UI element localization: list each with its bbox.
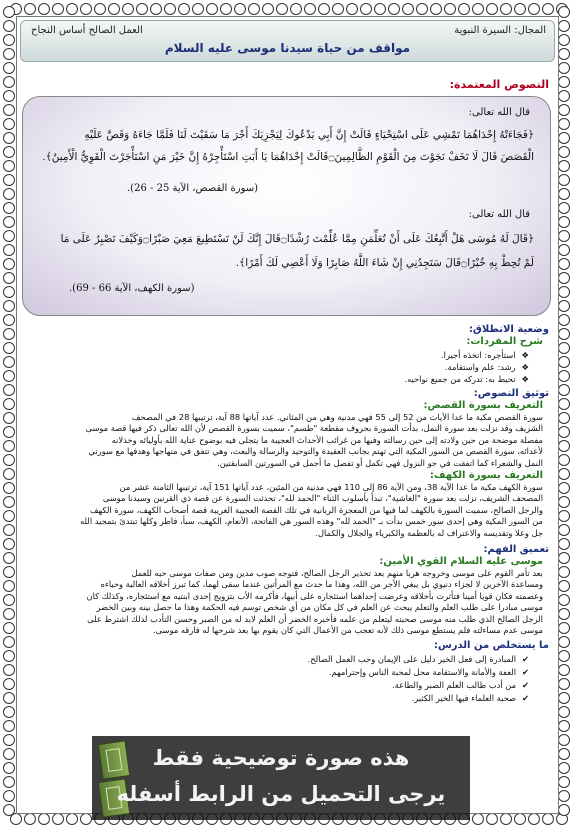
ring-ornament-icon xyxy=(558,272,570,284)
ring-ornament-icon xyxy=(38,813,50,825)
ring-ornament-icon xyxy=(558,622,570,634)
deepen-heading: تعميق الفهم: xyxy=(483,544,549,555)
ring-ornament-icon xyxy=(558,6,570,18)
ring-ornament-icon xyxy=(346,3,358,15)
ring-ornament-icon xyxy=(558,286,570,298)
quran-verses-box xyxy=(22,96,551,316)
ring-ornament-icon xyxy=(3,216,15,228)
ring-ornament-icon xyxy=(3,510,15,522)
ring-ornament-icon xyxy=(3,496,15,508)
watermark-line-1: هذه صورة توضيحية فقط xyxy=(152,746,410,770)
ring-ornament-icon xyxy=(3,552,15,564)
check-bullet-icon: ✔ xyxy=(522,693,529,703)
lesson-item: ✔من أدب طالب العلم الصبر والطاعة. xyxy=(392,680,529,690)
ring-ornament-icon xyxy=(558,664,570,676)
ring-ornament-icon xyxy=(430,3,442,15)
ring-ornament-icon xyxy=(3,104,15,116)
ring-ornament-icon xyxy=(3,384,15,396)
ring-ornament-icon xyxy=(52,813,64,825)
field-label: المجال: السيرة النبوية xyxy=(454,25,546,36)
ring-ornament-icon xyxy=(3,132,15,144)
ring-ornament-icon xyxy=(3,748,15,760)
ring-ornament-icon xyxy=(24,3,36,15)
lesson-item: ✔صحبة العلماء فيها الخير الكثير. xyxy=(411,693,529,703)
ring-ornament-icon xyxy=(558,230,570,242)
ring-ornament-icon xyxy=(3,608,15,620)
ring-ornament-icon xyxy=(3,398,15,410)
ring-ornament-icon xyxy=(514,3,526,15)
ring-ornament-icon xyxy=(558,34,570,46)
ring-ornament-icon xyxy=(558,370,570,382)
ring-ornament-icon xyxy=(388,3,400,15)
ring-ornament-icon xyxy=(3,790,15,802)
ring-ornament-icon xyxy=(558,90,570,102)
ring-ornament-icon xyxy=(3,776,15,788)
left-ring-border xyxy=(2,6,16,822)
ring-ornament-icon xyxy=(558,496,570,508)
check-bullet-icon: ✔ xyxy=(522,680,529,690)
ring-ornament-icon xyxy=(3,650,15,662)
ring-ornament-icon xyxy=(558,482,570,494)
ring-ornament-icon xyxy=(3,314,15,326)
ring-ornament-icon xyxy=(558,104,570,116)
ring-ornament-icon xyxy=(3,76,15,88)
kahf-paragraph: سورة الكهف مكية ما عدا الآية 38، ومن الآية 86 إلى 110 فهي مدنية من المئين، عدد آياتها 151 آية، ترتيبها الثامنة عشر من المصحف الشريف، نزلت بعد سورة "الغاشية"، تبدأ بأسلوب الثناء "الحمد لله"، تحدثت السورة عن قصة ذي القرنين وسيدنا موسى والرجل الصالح، سميت السورة بالكهف لما فيها من المعجزة الربانية في تلك القصة العجيبة الغريبة قصة أصحاب الكهف، سورة الكهف من السور المكية وهي إحدى سور خمس بدأت بـ "الحمد لله" وهذه السور هي الفاتحة، الأنعام، الكهف، سبأ، فاطر وكلها تبتدئ بتمجيد الله جل وعلا وتقديسه والاعتراف له بالعظمة والكبرياء والجلال والكمال. xyxy=(80,482,543,538)
ring-ornament-icon xyxy=(558,678,570,690)
ring-ornament-icon xyxy=(220,3,232,15)
ring-ornament-icon xyxy=(528,3,540,15)
ring-ornament-icon xyxy=(38,3,50,15)
lesson-header xyxy=(20,20,555,62)
diamond-bullet-icon: ❖ xyxy=(521,362,529,372)
ring-ornament-icon xyxy=(558,328,570,340)
ring-ornament-icon xyxy=(558,776,570,788)
ring-ornament-icon xyxy=(558,412,570,424)
ring-ornament-icon xyxy=(3,356,15,368)
ring-ornament-icon xyxy=(558,692,570,704)
ring-ornament-icon xyxy=(66,813,78,825)
ring-ornament-icon xyxy=(3,594,15,606)
ring-ornament-icon xyxy=(304,3,316,15)
ring-ornament-icon xyxy=(332,3,344,15)
vocab-item: ❖استأجره: اتخذه أجيرا. xyxy=(441,350,529,360)
ring-ornament-icon xyxy=(3,342,15,354)
diamond-bullet-icon: ❖ xyxy=(521,374,529,384)
qasas-paragraph: سورة القصص مكية ما عدا الآيات من 52 إلى 55 فهي مدنية وهي من المثاني. عدد آياتها 88 آية، ترتيبها 28 في المصحف الشريف وقد نزلت بعد سورة النمل، بدأت السورة بحروف مقطعة "طسم"، سميت بسورة القصص لأن الله تعالى ذكر فيها قصة موسى مفصلة موضحة من حين ولادته إلى حين رسالته وفيها من غرائب الأحداث العجيبة ما يتجلى فيه بوضوح عناية الله بأوليائه وخذلانه لأعدائه، سورة القصص من السور المكية التي تهتم بجانب العقيدة والتوحيد والرسالة والبعث، وهي تتفق في منهاجها وهدفها مع سورتي النمل والشعراء كما اتفقت في جو النزول فهي تكمل أو تفصل ما أجمل في السورتين السابقتين. xyxy=(85,412,543,468)
ring-ornament-icon xyxy=(486,813,498,825)
ring-ornament-icon xyxy=(558,790,570,802)
ring-ornament-icon xyxy=(558,76,570,88)
ring-ornament-icon xyxy=(558,468,570,480)
ring-ornament-icon xyxy=(514,813,526,825)
musa-paragraph: بعد تأمر القوم على موسى وخروجه هربا منهم بعد تحذير الرجل الصالح، فتوجه صوب مدين ومن صفات موسى حبه للعمل ومساعدة الآخرين لا لجزاء دنيوي بل يبغي الأجر من الله، وهذا ما حدث مع المرأتين عندما سقى لهما، كما تبرز أخلاقه العالية وحياءه وعصمته فكان قويا أمينا فتأثرت بأخلاقه وعرضت إحداهما استئجاره على أبيها، فأكرمه الأب بتزويج إحدى ابنتيه مع استئجاره، وكذلك كان موسى مبادرا على طلب العلم والتعلم يبحث عن العلم في كل مكان من أي شخص توسم فيه الحكمة وهذا ما حصل بينه وبين الخضر الرجل الصالح الذي طلب منه موسى صحبته ليتعلم من علمه فأخبره الخضر أن العلم لابد له من الصبر وحسن التأدب لذلك اشترط على موسى عدم مساءلته فلم يستطع موسى ذلك لأنه تعجب من الأعمال التي كان يقوم بها بعد شرحها له فارقه موسى. xyxy=(86,568,543,636)
ring-ornament-icon xyxy=(486,3,498,15)
ring-ornament-icon xyxy=(3,6,15,18)
ring-ornament-icon xyxy=(3,370,15,382)
ring-ornament-icon xyxy=(558,62,570,74)
ring-ornament-icon xyxy=(558,804,570,816)
ring-ornament-icon xyxy=(3,244,15,256)
ring-ornament-icon xyxy=(3,230,15,242)
ring-ornament-icon xyxy=(108,3,120,15)
ring-ornament-icon xyxy=(558,398,570,410)
ring-ornament-icon xyxy=(276,3,288,15)
ring-ornament-icon xyxy=(164,3,176,15)
verse2-intro: قال الله تعالى: xyxy=(468,209,530,220)
ring-ornament-icon xyxy=(3,328,15,340)
ring-ornament-icon xyxy=(24,813,36,825)
ring-ornament-icon xyxy=(3,412,15,424)
ring-ornament-icon xyxy=(3,538,15,550)
ring-ornament-icon xyxy=(3,300,15,312)
ring-ornament-icon xyxy=(374,3,386,15)
verse1-reference: (سورة القصص، الآية 25 - 26). xyxy=(127,183,259,194)
ring-ornament-icon xyxy=(136,3,148,15)
lesson-item: ✔العفة والأمانة والاستقامة محل لمحبة الناس وإحترامهم. xyxy=(328,667,529,677)
ring-ornament-icon xyxy=(3,440,15,452)
ring-ornament-icon xyxy=(558,762,570,774)
ring-ornament-icon xyxy=(558,188,570,200)
ring-ornament-icon xyxy=(3,566,15,578)
ring-ornament-icon xyxy=(3,454,15,466)
ring-ornament-icon xyxy=(3,580,15,592)
check-bullet-icon: ✔ xyxy=(522,654,529,664)
ring-ornament-icon xyxy=(3,678,15,690)
ring-ornament-icon xyxy=(3,622,15,634)
vocab-item: ❖تحيط به: تدركه من جميع نواحيه. xyxy=(404,374,529,384)
ring-ornament-icon xyxy=(558,244,570,256)
ring-ornament-icon xyxy=(3,272,15,284)
qasas-heading: التعريف بسورة القصص: xyxy=(423,400,543,411)
vocab-item: ❖رشد: علم واستقامة. xyxy=(444,362,529,372)
ring-ornament-icon xyxy=(558,20,570,32)
texts-heading: النصوص المعتمدة: xyxy=(449,78,549,91)
ring-ornament-icon xyxy=(262,3,274,15)
ring-ornament-icon xyxy=(416,3,428,15)
unit-subtitle: العمل الصالح أساس النجاح xyxy=(31,25,143,36)
ring-ornament-icon xyxy=(558,748,570,760)
ring-ornament-icon xyxy=(528,813,540,825)
verse2-line2: لَمْ تُحِطْ بِهِ خُبْرًا۝قَالَ سَتَجِدُنِي إِنْ شَاءَ اللَّهُ صَابِرًا وَلَا أَعْصِي لَكَ أَمْرًا﴾. xyxy=(235,257,534,269)
ring-ornament-icon xyxy=(558,510,570,522)
ring-ornament-icon xyxy=(558,356,570,368)
lessons-heading: ما يستخلص من الدرس: xyxy=(433,640,549,651)
ring-ornament-icon xyxy=(3,202,15,214)
ring-ornament-icon xyxy=(3,636,15,648)
ring-ornament-icon xyxy=(3,174,15,186)
ring-ornament-icon xyxy=(558,258,570,270)
ring-ornament-icon xyxy=(558,440,570,452)
ring-ornament-icon xyxy=(3,188,15,200)
ring-ornament-icon xyxy=(3,762,15,774)
ring-ornament-icon xyxy=(80,813,92,825)
ring-ornament-icon xyxy=(558,734,570,746)
ring-ornament-icon xyxy=(3,34,15,46)
ring-ornament-icon xyxy=(94,3,106,15)
ring-ornament-icon xyxy=(558,552,570,564)
vocab-heading: شرح المفردات: xyxy=(466,336,543,347)
check-bullet-icon: ✔ xyxy=(522,667,529,677)
ring-ornament-icon xyxy=(558,48,570,60)
ring-ornament-icon xyxy=(3,720,15,732)
ring-ornament-icon xyxy=(472,813,484,825)
ring-ornament-icon xyxy=(3,706,15,718)
verse1-line2: الْقَصَصَ قَالَ لَا تَخَفْ نَجَوْتَ مِنَ الْقَوْمِ الظَّالِمِينَ۝قَالَتْ إِحْدَاهُمَا يَا أَبَتِ اسْتَأْجِرْهُ إِنَّ خَيْرَ مَنِ اسْتَأْجَرْتَ الْقَوِيُّ الْأَمِينُ﴾. xyxy=(42,151,534,163)
ring-ornament-icon xyxy=(150,3,162,15)
ring-ornament-icon xyxy=(3,468,15,480)
ring-ornament-icon xyxy=(178,3,190,15)
launch-heading: وضعية الانطلاق: xyxy=(468,324,549,335)
ring-ornament-icon xyxy=(558,132,570,144)
ring-ornament-icon xyxy=(558,636,570,648)
ring-ornament-icon xyxy=(558,146,570,158)
verse2-line1: ﴿قَالَ لَهُ مُوسَى هَلْ أَتَّبِعُكَ عَلَى أَنْ تُعَلِّمَنِ مِمَّا عُلِّمْتَ رُشْدًا۝قَالَ إِنَّكَ لَنْ تَسْتَطِيعَ مَعِيَ صَبْرًا۝وَكَيْفَ تَصْبِرُ عَلَى مَا xyxy=(60,233,534,245)
ring-ornament-icon xyxy=(3,664,15,676)
ring-ornament-icon xyxy=(52,3,64,15)
ring-ornament-icon xyxy=(3,118,15,130)
ring-ornament-icon xyxy=(558,426,570,438)
diamond-bullet-icon: ❖ xyxy=(521,350,529,360)
ring-ornament-icon xyxy=(3,734,15,746)
ring-ornament-icon xyxy=(3,804,15,816)
ring-ornament-icon xyxy=(3,146,15,158)
ring-ornament-icon xyxy=(558,384,570,396)
ring-ornament-icon xyxy=(458,3,470,15)
ring-ornament-icon xyxy=(558,706,570,718)
ring-ornament-icon xyxy=(234,3,246,15)
musa-heading: موسى عليه السلام القوي الأمين: xyxy=(379,556,543,567)
lesson-title: مواقف من حياة سيدنا موسى عليه السلام xyxy=(164,41,411,55)
ring-ornament-icon xyxy=(3,524,15,536)
kahf-heading: التعريف بسورة الكهف: xyxy=(429,470,543,481)
ring-ornament-icon xyxy=(558,594,570,606)
ring-ornament-icon xyxy=(3,160,15,172)
watermark-line-2: يرجى التحميل من الرابط أسفله xyxy=(116,782,446,806)
ring-ornament-icon xyxy=(558,524,570,536)
ring-ornament-icon xyxy=(558,538,570,550)
ring-ornament-icon xyxy=(206,3,218,15)
ring-ornament-icon xyxy=(558,580,570,592)
ring-ornament-icon xyxy=(558,160,570,172)
ring-ornament-icon xyxy=(122,3,134,15)
lesson-item: ✔المبادرة إلى فعل الخير دليل على الإيمان وحب العمل الصالح. xyxy=(307,654,529,664)
ring-ornament-icon xyxy=(3,426,15,438)
ring-ornament-icon xyxy=(444,3,456,15)
ring-ornament-icon xyxy=(542,813,554,825)
ring-ornament-icon xyxy=(558,342,570,354)
ring-ornament-icon xyxy=(472,3,484,15)
ring-ornament-icon xyxy=(3,20,15,32)
ring-ornament-icon xyxy=(500,813,512,825)
ring-ornament-icon xyxy=(558,202,570,214)
ring-ornament-icon xyxy=(3,482,15,494)
ring-ornament-icon xyxy=(3,286,15,298)
ring-ornament-icon xyxy=(192,3,204,15)
right-ring-border xyxy=(557,6,571,822)
preview-watermark xyxy=(92,736,470,820)
ring-ornament-icon xyxy=(3,62,15,74)
ring-ornament-icon xyxy=(558,608,570,620)
ring-ornament-icon xyxy=(558,454,570,466)
ring-ornament-icon xyxy=(558,314,570,326)
verse1-line1: ﴿فَجَاءَتْهُ إِحْدَاهُمَا تَمْشِي عَلَى اسْتِحْيَاءٍ قَالَتْ إِنَّ أَبِي يَدْعُوكَ لِيَجْزِيَكَ أَجْرَ مَا سَقَيْتَ لَنَا فَلَمَّا جَاءَهُ وَقَصَّ عَلَيْهِ xyxy=(84,129,534,141)
ring-ornament-icon xyxy=(558,650,570,662)
ring-ornament-icon xyxy=(80,3,92,15)
top-ring-border xyxy=(10,2,563,16)
ring-ornament-icon xyxy=(558,118,570,130)
ring-ornament-icon xyxy=(290,3,302,15)
ring-ornament-icon xyxy=(3,258,15,270)
ring-ornament-icon xyxy=(500,3,512,15)
ring-ornament-icon xyxy=(3,90,15,102)
ring-ornament-icon xyxy=(248,3,260,15)
ring-ornament-icon xyxy=(3,48,15,60)
verse1-intro: قال الله تعالى: xyxy=(468,107,530,118)
ring-ornament-icon xyxy=(558,216,570,228)
ring-ornament-icon xyxy=(66,3,78,15)
ring-ornament-icon xyxy=(318,3,330,15)
ring-ornament-icon xyxy=(542,3,554,15)
verse2-reference: (سورة الكهف، الآية 66 - 69). xyxy=(69,283,195,294)
ring-ornament-icon xyxy=(558,720,570,732)
documentation-heading: توثيق النصوص: xyxy=(473,388,549,399)
ring-ornament-icon xyxy=(558,300,570,312)
ring-ornament-icon xyxy=(558,174,570,186)
ring-ornament-icon xyxy=(402,3,414,15)
ring-ornament-icon xyxy=(360,3,372,15)
ring-ornament-icon xyxy=(3,692,15,704)
ring-ornament-icon xyxy=(558,566,570,578)
